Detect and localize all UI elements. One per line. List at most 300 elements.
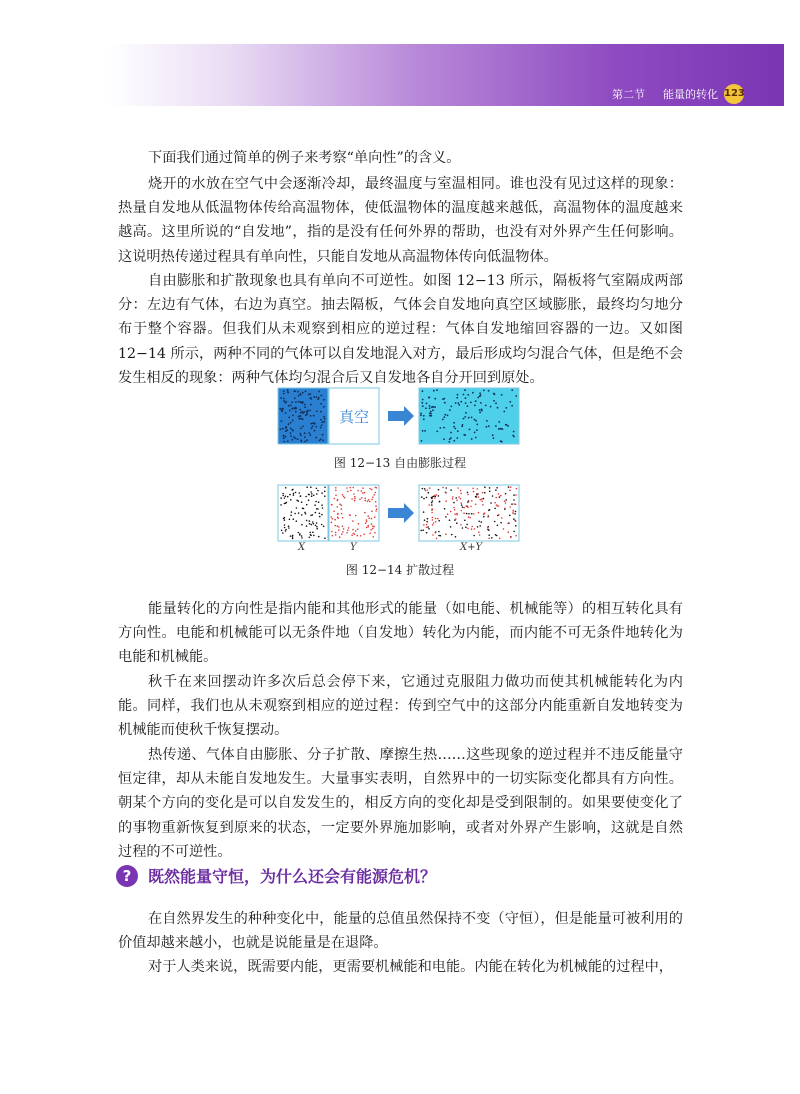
- gas-particle: [503, 528, 505, 530]
- gas-particle: [302, 412, 304, 414]
- gas-particle: [463, 394, 465, 396]
- gas-particle: [352, 487, 354, 489]
- gas-particle: [472, 392, 474, 394]
- gas-particle: [300, 495, 302, 497]
- gas-particle: [324, 491, 326, 493]
- gas-particle: [316, 526, 318, 528]
- gas-particle: [424, 519, 426, 521]
- gas-particle: [457, 402, 459, 404]
- gas-particle: [435, 532, 437, 534]
- gas-chamber-left: [278, 388, 328, 444]
- gas-particle: [460, 493, 462, 495]
- gas-particle: [432, 519, 434, 521]
- gas-particle: [457, 430, 459, 432]
- gas-particle: [423, 418, 425, 420]
- gas-particle: [453, 422, 455, 424]
- gas-particle: [421, 402, 423, 404]
- gas-particle: [423, 511, 425, 513]
- gas-particle: [316, 411, 318, 413]
- page-number: 123: [724, 84, 744, 104]
- gas-particle: [342, 494, 344, 496]
- gas-particle: [321, 421, 323, 423]
- gas-particle: [424, 430, 426, 432]
- gas-particle: [467, 394, 469, 396]
- gas-particle: [427, 526, 429, 528]
- gas-particle: [281, 420, 283, 422]
- gas-particle: [300, 418, 302, 420]
- gas-particle: [481, 410, 483, 412]
- gas-particle: [367, 500, 369, 502]
- gas-particle: [302, 392, 304, 394]
- gas-particle: [467, 405, 469, 407]
- gas-particle: [324, 418, 326, 420]
- gas-particle: [421, 440, 423, 442]
- gas-particle: [468, 513, 470, 515]
- gas-particle: [463, 512, 465, 514]
- gas-particle: [291, 401, 293, 403]
- gas-particle: [316, 396, 318, 398]
- gas-particle: [290, 428, 292, 430]
- gas-particle: [295, 438, 297, 440]
- gas-particle: [466, 513, 468, 515]
- gas-particle: [454, 428, 456, 430]
- gas-particle: [421, 496, 423, 498]
- gas-particle: [312, 425, 314, 427]
- gas-particle: [511, 503, 513, 505]
- paragraph-8: 对于人类来说，既需要内能，更需要机械能和电能。内能在转化为机械能的过程中，: [148, 959, 673, 975]
- gas-particle: [354, 500, 356, 502]
- gas-particle: [310, 486, 312, 488]
- gas-particle: [285, 412, 287, 414]
- gas-particle: [307, 410, 309, 412]
- gas-particle: [281, 409, 283, 411]
- gas-particle: [342, 525, 344, 527]
- gas-particle: [508, 486, 510, 488]
- gas-particle: [376, 508, 378, 510]
- gas-particle: [464, 389, 466, 391]
- gas-particle: [315, 501, 317, 503]
- gas-particle: [365, 522, 367, 524]
- gas-particle: [467, 528, 469, 530]
- gas-particle: [423, 524, 425, 526]
- gas-particle: [456, 397, 458, 399]
- gas-particle: [478, 512, 480, 514]
- gas-particle: [473, 535, 475, 537]
- gas-particle: [334, 498, 336, 500]
- gas-particle: [426, 521, 428, 523]
- gas-particle: [332, 518, 334, 520]
- gas-particle: [509, 515, 511, 517]
- gas-particle: [476, 424, 478, 426]
- gas-particle: [284, 519, 286, 521]
- gas-particle: [514, 503, 516, 505]
- gas-particle: [474, 432, 476, 434]
- gas-particle: [500, 428, 502, 430]
- gas-particle: [295, 411, 297, 413]
- gas-particle: [313, 396, 315, 398]
- gas-particle: [311, 427, 313, 429]
- gas-particle: [494, 393, 496, 395]
- gas-particle: [279, 408, 281, 410]
- gas-particle: [359, 499, 361, 501]
- gas-particle: [475, 437, 477, 439]
- gas-particle: [495, 402, 497, 404]
- gas-particle: [498, 421, 500, 423]
- gas-particle: [310, 415, 312, 417]
- gas-particle: [458, 404, 460, 406]
- gas-particle: [495, 497, 497, 499]
- gas-particle: [367, 515, 369, 517]
- gas-particle: [285, 496, 287, 498]
- gas-particle: [449, 519, 451, 521]
- gas-particle: [306, 520, 308, 522]
- gas-particle: [449, 409, 451, 411]
- gas-particle: [362, 492, 364, 494]
- gas-particle: [471, 513, 473, 515]
- gas-particle: [465, 505, 467, 507]
- gas-particle: [430, 411, 432, 413]
- gas-particle: [341, 508, 343, 510]
- gas-particle: [476, 429, 478, 431]
- gas-particle: [354, 498, 356, 500]
- gas-particle: [499, 496, 501, 498]
- gas-particle: [467, 506, 469, 508]
- gas-particle: [467, 492, 469, 494]
- gas-particle: [429, 415, 431, 417]
- gas-particle: [454, 513, 456, 515]
- gas-particle: [464, 416, 466, 418]
- gas-particle: [461, 426, 463, 428]
- gas-particle: [323, 421, 325, 423]
- gas-particle: [370, 529, 372, 531]
- gas-particle: [312, 532, 314, 534]
- gas-particle: [350, 487, 352, 489]
- gas-particle: [316, 528, 318, 530]
- gas-particle: [436, 494, 438, 496]
- gas-particle: [471, 438, 473, 440]
- gas-particle: [429, 405, 431, 407]
- gas-particle: [310, 398, 312, 400]
- gas-particle: [433, 390, 435, 392]
- gas-particle: [422, 488, 424, 490]
- gas-particle: [501, 517, 503, 519]
- gas-particle: [435, 518, 437, 520]
- gas-particle: [484, 492, 486, 494]
- gas-particle: [486, 420, 488, 422]
- gas-particle: [313, 535, 315, 537]
- gas-particle: [322, 434, 324, 436]
- gas-particle: [350, 490, 352, 492]
- gas-particle: [319, 516, 321, 518]
- gas-particle: [313, 495, 315, 497]
- gas-particle: [420, 413, 422, 415]
- gas-particle: [445, 491, 447, 493]
- gas-particle: [438, 489, 440, 491]
- question-icon: ?: [116, 865, 138, 887]
- gas-particle: [420, 414, 422, 416]
- gas-particle: [285, 529, 287, 531]
- gas-particle: [360, 535, 362, 537]
- gas-particle: [311, 524, 313, 526]
- gas-particle: [483, 516, 485, 518]
- paragraph-2: 烧开的水放在空气中会逐渐冷却，最终温度与室温相同。谁也没有见过这样的现象：热量自发地从低温物体传给高温物体，使低温物体的温度越来越低，高温物体的温度越来越高。这里所说的“自发地”，指的是没有任何外界的帮助，也没有对外界产生任何影响。这说明热传递过程具有单向性，只能自发地从高温物体传向低温物体。: [118, 176, 683, 265]
- gas-particle: [374, 494, 376, 496]
- gas-particle: [298, 401, 300, 403]
- gas-particle: [433, 522, 435, 524]
- gas-particle: [295, 401, 297, 403]
- gas-particle: [482, 492, 484, 494]
- gas-particle: [290, 499, 292, 501]
- gas-particle: [458, 496, 460, 498]
- gas-particle: [429, 412, 431, 414]
- gas-particle: [467, 501, 469, 503]
- gas-particle: [321, 492, 323, 494]
- gas-particle: [450, 526, 452, 528]
- gas-particle: [426, 524, 428, 526]
- gas-particle: [461, 504, 463, 506]
- gas-particle: [425, 407, 427, 409]
- gas-particle: [285, 430, 287, 432]
- gas-particle: [366, 521, 368, 523]
- gas-particle: [321, 524, 323, 526]
- gas-particle: [314, 504, 316, 506]
- gas-particle: [450, 406, 452, 408]
- gas-particle: [299, 415, 301, 417]
- gas-particle: [371, 518, 373, 520]
- gas-particle: [431, 504, 433, 506]
- gas-particle: [456, 500, 458, 502]
- gas-particle: [460, 490, 462, 492]
- gas-particle: [438, 535, 440, 537]
- gas-particle: [456, 437, 458, 439]
- gas-particle: [301, 402, 303, 404]
- gas-particle: [487, 527, 489, 529]
- header-band: [108, 44, 784, 106]
- gas-particle: [420, 530, 422, 532]
- gas-particle: [310, 515, 312, 517]
- gas-particle: [432, 500, 434, 502]
- figure-12-14-graphic: [0, 483, 800, 543]
- figure-12-13: [0, 386, 800, 476]
- gas-particle: [296, 507, 298, 509]
- gas-particle: [432, 534, 434, 536]
- gas-particle: [515, 535, 517, 537]
- gas-particle: [299, 433, 301, 435]
- gas-particle: [299, 534, 301, 536]
- gas-particle: [509, 506, 511, 508]
- gas-particle: [308, 394, 310, 396]
- gas-particle: [508, 531, 510, 533]
- gas-particle: [314, 430, 316, 432]
- figure-12-13-caption: 图 12−13 自由膨胀过程: [333, 456, 467, 470]
- gas-particle: [436, 431, 438, 433]
- gas-particle: [365, 500, 367, 502]
- chapter-title: 能量的转化: [663, 88, 718, 101]
- gas-particle: [318, 536, 320, 538]
- gas-particle: [313, 523, 315, 525]
- gas-particle: [432, 517, 434, 519]
- gas-particle: [288, 417, 290, 419]
- gas-particle: [283, 441, 285, 443]
- gas-particle: [321, 514, 323, 516]
- gas-particle: [319, 513, 321, 515]
- gas-particle: [473, 491, 475, 493]
- gas-particle: [312, 521, 314, 523]
- gas-particle: [287, 389, 289, 391]
- gas-particle: [474, 405, 476, 407]
- gas-particle: [292, 429, 294, 431]
- gas-particle: [316, 488, 318, 490]
- gas-particle: [357, 529, 359, 531]
- gas-particle: [283, 398, 285, 400]
- gas-particle: [425, 490, 427, 492]
- gas-particle: [364, 492, 366, 494]
- gas-particle: [454, 509, 456, 511]
- gas-particle: [453, 502, 455, 504]
- gas-particle: [317, 398, 319, 400]
- gas-particle: [282, 428, 284, 430]
- gas-particle: [294, 391, 296, 393]
- gas-particle: [465, 397, 467, 399]
- gas-particle: [497, 407, 499, 409]
- gas-particle: [503, 411, 505, 413]
- gas-particle: [456, 522, 458, 524]
- question-heading-text: 既然能量守恒，为什么还会有能源危机？: [148, 867, 437, 886]
- gas-particle: [455, 402, 457, 404]
- gas-particle: [292, 489, 294, 491]
- gas-particle: [297, 532, 299, 534]
- gas-particle: [323, 526, 325, 528]
- gas-particle: [471, 526, 473, 528]
- gas-particle: [298, 416, 300, 418]
- gas-particle: [331, 531, 333, 533]
- gas-particle: [357, 535, 359, 537]
- gas-particle: [513, 436, 515, 438]
- gas-particle: [463, 418, 465, 420]
- gas-particle: [280, 397, 282, 399]
- gas-particle: [471, 417, 473, 419]
- gas-particle: [470, 506, 472, 508]
- gas-particle: [371, 510, 373, 512]
- gas-particle: [288, 405, 290, 407]
- gas-particle: [330, 516, 332, 518]
- gas-particle: [321, 424, 323, 426]
- paragraph-7: 在自然界发生的种种变化中，能量的总值虽然保持不变（守恒），但是能量可被利用的价值却越来越小，也就是说能量是在退降。: [118, 911, 683, 952]
- gas-particle: [477, 526, 479, 528]
- gas-particle: [318, 397, 320, 399]
- gas-particle: [361, 490, 363, 492]
- gas-particle: [507, 425, 509, 427]
- gas-particle: [513, 518, 515, 520]
- gas-particle: [280, 497, 282, 499]
- gas-particle: [475, 496, 477, 498]
- gas-particle: [293, 493, 295, 495]
- gas-particle: [358, 523, 360, 525]
- gas-particle: [438, 520, 440, 522]
- gas-particle: [460, 498, 462, 500]
- gas-particle: [436, 538, 438, 540]
- question-heading: [116, 864, 436, 887]
- gas-particle: [282, 493, 284, 495]
- gas-particle: [478, 521, 480, 523]
- gas-particle: [364, 512, 366, 514]
- gas-particle: [423, 415, 425, 417]
- gas-particle: [513, 494, 515, 496]
- gas-particle: [338, 526, 340, 528]
- gas-particle: [368, 499, 370, 501]
- gas-particle: [513, 531, 515, 533]
- gas-particle: [291, 511, 293, 513]
- gas-particle: [494, 502, 496, 504]
- gas-particle: [292, 535, 294, 537]
- gas-particle: [500, 522, 502, 524]
- gas-particle: [496, 487, 498, 489]
- gas-particle: [304, 436, 306, 438]
- gas-particle: [366, 527, 368, 529]
- gas-particle: [515, 395, 517, 397]
- gas-particle: [474, 528, 476, 530]
- gas-particle: [504, 500, 506, 502]
- gas-particle: [507, 523, 509, 525]
- gas-particle: [283, 393, 285, 395]
- gas-particle: [481, 521, 483, 523]
- gas-particle: [288, 527, 290, 529]
- gas-particle: [364, 498, 366, 500]
- gas-particle: [428, 492, 430, 494]
- gas-particle: [322, 440, 324, 442]
- gas-particle: [305, 513, 307, 515]
- gas-particle: [304, 432, 306, 434]
- gas-particle: [478, 531, 480, 533]
- gas-particle: [422, 399, 424, 401]
- gas-particle: [337, 513, 339, 515]
- gas-particle: [294, 407, 296, 409]
- gas-particle: [456, 514, 458, 516]
- gas-particle: [282, 495, 284, 497]
- gas-particle: [435, 521, 437, 523]
- gas-particle: [426, 497, 428, 499]
- gas-particle: [290, 515, 292, 517]
- gas-particle: [494, 508, 496, 510]
- gas-particle: [497, 505, 499, 507]
- gas-particle: [322, 507, 324, 509]
- gas-particle: [462, 506, 464, 508]
- gas-particle: [426, 403, 428, 405]
- gas-particle: [448, 441, 450, 443]
- gas-particle: [301, 411, 303, 413]
- gas-particle: [297, 391, 299, 393]
- gas-particle: [455, 518, 457, 520]
- gas-particle: [337, 525, 339, 527]
- gas-particle: [301, 514, 303, 516]
- gas-particle: [452, 498, 454, 500]
- gas-particle: [442, 419, 444, 421]
- gas-particle: [362, 487, 364, 489]
- gas-particle: [513, 510, 515, 512]
- gas-particle: [299, 393, 301, 395]
- gas-particle: [363, 533, 365, 535]
- gas-particle: [498, 493, 500, 495]
- gas-particle: [337, 517, 339, 519]
- gas-particle: [433, 406, 435, 408]
- gas-particle: [505, 499, 507, 501]
- gas-particle: [342, 517, 344, 519]
- gas-particle: [293, 436, 295, 438]
- gas-particle: [372, 497, 374, 499]
- gas-particle: [505, 502, 507, 504]
- gas-particle: [293, 518, 295, 520]
- gas-particle: [460, 502, 462, 504]
